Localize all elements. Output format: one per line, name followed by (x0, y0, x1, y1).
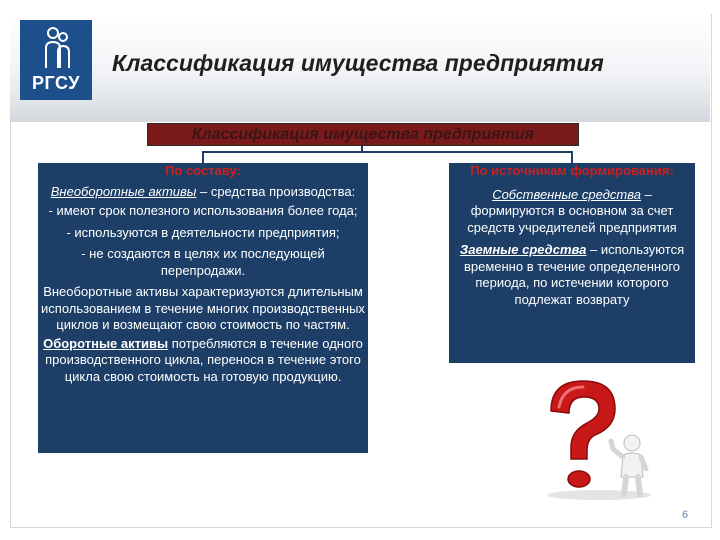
composition-heading: По составу: (165, 163, 241, 178)
classification-root-box: Классификация имущества предприятия (147, 123, 579, 146)
current-assets-desc: потребляются в течение одного производственного цикла, перенося в течение этого цикла свою стоимость на готовую продукцию. (45, 335, 363, 384)
current-assets-term: Оборотные активы (43, 335, 169, 351)
noncurrent-assets-term: Внеоборотные активы (50, 183, 197, 199)
borrowed-funds-term: Заемные средства (459, 242, 587, 257)
own-funds-paragraph (449, 187, 695, 237)
own-funds-term: Собственные средства (492, 186, 641, 202)
question-figure (529, 375, 663, 503)
noncurrent-assets-paragraph (38, 184, 368, 201)
noncurrent-assets-desc: – средства производства: (196, 183, 356, 199)
composition-panel (38, 163, 368, 453)
slide-title: Классификация имущества предприятия (112, 50, 604, 76)
sources-panel (449, 163, 695, 363)
question-mark-figure-icon (529, 375, 663, 503)
borrowed-funds-desc: – используются временно в течение определенного периода, по истечении которого подлежат возврату (463, 242, 685, 307)
sources-heading: По источникам формирования: (470, 163, 674, 178)
page-number: 6 (682, 509, 689, 521)
logo-text: РГСУ (32, 73, 80, 93)
current-assets-paragraph (38, 336, 368, 386)
noncurrent-summary: Внеоборотные активы характеризуются длительным использованием в течение многих производственных циклов и возмещают свою стоимость по частям. (41, 284, 365, 332)
own-funds-desc: – формируются в основном за счет средств учредителей предприятия (467, 186, 677, 235)
noncurrent-item-3: - не создаются в целях их последующей перепродажи. (81, 246, 325, 278)
noncurrent-item-2: - используются в деятельности предприятия; (66, 224, 340, 240)
borrowed-funds-paragraph (449, 242, 695, 308)
noncurrent-item-1: - имеют срок полезного использования более года; (48, 203, 358, 218)
